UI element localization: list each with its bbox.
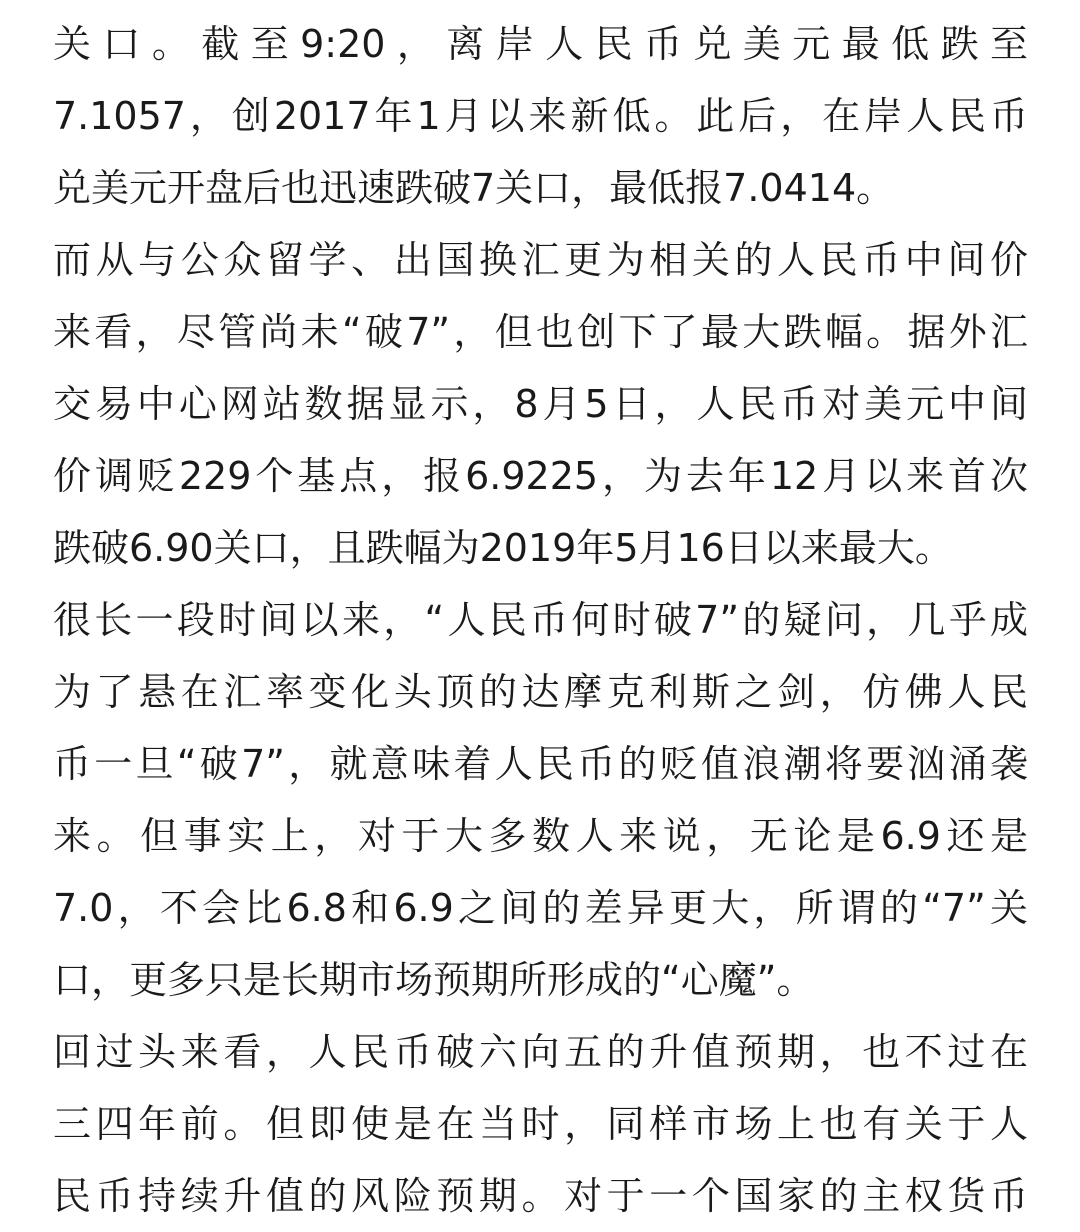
text-line: 兑美元开盘后也迅速跌破7关口，最低报7.0414。 bbox=[53, 166, 895, 210]
paragraph bbox=[53, 224, 1028, 584]
paragraph bbox=[53, 584, 1028, 1016]
text-line: 来。但事实上，对于大多数人来说，无论是6.9还是 bbox=[53, 814, 1028, 858]
text-line: 交易中心网站数据显示，8月5日，人民币对美元中间 bbox=[53, 382, 1028, 426]
text-line: 而从与公众留学、出国换汇更为相关的人民币中间价 bbox=[53, 238, 1028, 282]
text-line: 跌破6.90关口，且跌幅为2019年5月16日以来最大。 bbox=[53, 526, 953, 570]
text-line: 回过头来看，人民币破六向五的升值预期，也不过在 bbox=[53, 1030, 1028, 1074]
text-line: 为了悬在汇率变化头顶的达摩克利斯之剑，仿佛人民 bbox=[53, 670, 1028, 714]
text-line: 7.1057，创2017年1月以来新低。此后，在岸人民币 bbox=[53, 94, 1028, 138]
text-line: 价调贬229个基点，报6.9225，为去年12月以来首次 bbox=[53, 454, 1028, 498]
text-line: 来看，尽管尚未“破7”，但也创下了最大跌幅。据外汇 bbox=[53, 310, 1028, 354]
text-line: 关口。截至9:20，离岸人民币兑美元最低跌至 bbox=[53, 22, 1028, 66]
text-line: 三四年前。但即使是在当时，同样市场上也有关于人 bbox=[53, 1102, 1028, 1146]
text-line: 7.0，不会比6.8和6.9之间的差异更大，所谓的“7”关 bbox=[53, 886, 1028, 930]
article-body bbox=[53, 8, 1028, 1232]
text-line: 民币持续升值的风险预期。对于一个国家的主权货币 bbox=[53, 1174, 1028, 1218]
paragraph bbox=[53, 8, 1028, 224]
text-line: 币一旦“破7”，就意味着人民币的贬值浪潮将要汹涌袭 bbox=[53, 742, 1028, 786]
paragraph bbox=[53, 1016, 1028, 1232]
text-line: 很长一段时间以来，“人民币何时破7”的疑问，几乎成 bbox=[53, 598, 1028, 642]
text-line: 口，更多只是长期市场预期所形成的“心魔”。 bbox=[53, 958, 815, 1002]
